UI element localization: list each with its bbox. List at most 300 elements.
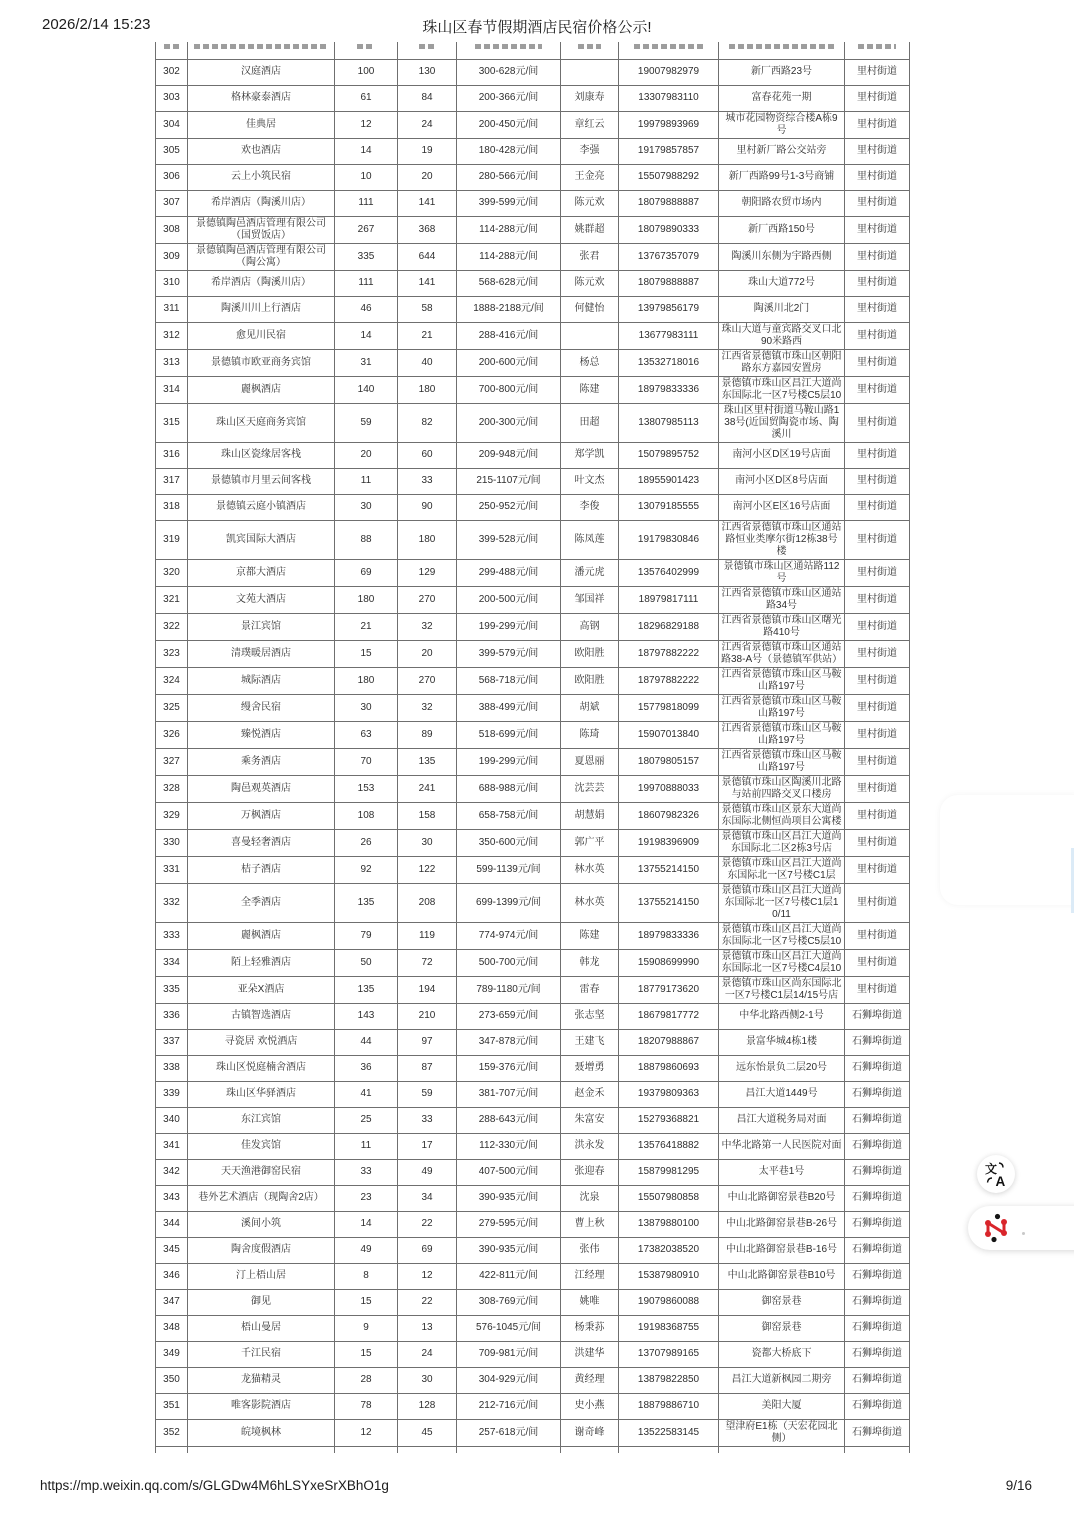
cell-rooms: 12 (335, 1419, 398, 1446)
cell-name: 东江宾馆 (188, 1107, 335, 1133)
cell-beds: 32 (398, 613, 457, 640)
cell-rooms: 9 (335, 1315, 398, 1341)
cell-contact: 雷春 (561, 976, 619, 1003)
print-footer (0, 1478, 1074, 1498)
source-url: https://mp.weixin.qq.com/s/GLGDw4M6hLSYxeSrXBhO1g (40, 1478, 389, 1493)
cell-beds: 24 (398, 1341, 457, 1367)
cell-name: 珠山区悦庭楠舍酒店 (188, 1055, 335, 1081)
cell-contact: 沈芸芸 (561, 775, 619, 802)
cell-name: 京都大酒店 (188, 559, 335, 586)
cell-contact: 章红云 (561, 111, 619, 138)
cell-phone: 18979817111 (619, 586, 719, 613)
cell-no: 303 (156, 85, 188, 111)
cell-rooms: 41 (335, 1081, 398, 1107)
cell-beds: 129 (398, 559, 457, 586)
cell-price: 199-299元/间 (457, 613, 561, 640)
cell-price: 212-716元/间 (457, 1393, 561, 1419)
cell-rooms: 26 (335, 829, 398, 856)
cell-price: 288-643元/间 (457, 1107, 561, 1133)
cell-clipped (719, 42, 845, 59)
cell-no: 326 (156, 721, 188, 748)
cell-rooms: 69 (335, 559, 398, 586)
cell-clipped (335, 1446, 398, 1453)
cell-street: 石狮埠街道 (845, 1367, 910, 1393)
cell-price: 568-628元/间 (457, 270, 561, 296)
cell-no: 302 (156, 59, 188, 85)
cell-street: 石狮埠街道 (845, 1315, 910, 1341)
cell-no: 306 (156, 164, 188, 190)
cell-rooms: 31 (335, 349, 398, 376)
cell-street: 里村街道 (845, 856, 910, 883)
cell-beds: 210 (398, 1003, 457, 1029)
cell-no: 316 (156, 442, 188, 468)
cell-street: 石狮埠街道 (845, 1107, 910, 1133)
table-row (156, 190, 910, 216)
cell-contact: 叶文杰 (561, 468, 619, 494)
table-row (156, 1211, 910, 1237)
cell-price: 709-981元/间 (457, 1341, 561, 1367)
table-row (156, 1315, 910, 1341)
cell-phone: 18079890333 (619, 216, 719, 243)
cell-name: 汀上梧山居 (188, 1263, 335, 1289)
cell-street: 里村街道 (845, 59, 910, 85)
cell-beds: 72 (398, 949, 457, 976)
cell-contact: 陈元欢 (561, 190, 619, 216)
cell-price: 599-1139元/间 (457, 856, 561, 883)
cell-rooms: 49 (335, 1237, 398, 1263)
cell-no: 321 (156, 586, 188, 613)
cell-beds: 644 (398, 243, 457, 270)
cell-contact: 陈凤莲 (561, 520, 619, 559)
cell-beds: 45 (398, 1419, 457, 1446)
cell-price: 658-758元/间 (457, 802, 561, 829)
cell-name: 珠山区瓷缘居客栈 (188, 442, 335, 468)
cell-price: 114-288元/间 (457, 243, 561, 270)
cell-phone: 19198396909 (619, 829, 719, 856)
cell-name: 景德镇市欧亚商务宾馆 (188, 349, 335, 376)
cell-street: 石狮埠街道 (845, 1211, 910, 1237)
cell-price: 199-299元/间 (457, 748, 561, 775)
table-row (156, 1185, 910, 1211)
cell-phone: 18779173620 (619, 976, 719, 1003)
cell-rooms: 21 (335, 613, 398, 640)
cell-contact: 李俊 (561, 494, 619, 520)
cell-address: 景德镇市珠山区昌江大道尚东国际北一区7号楼C5层10 (719, 376, 845, 403)
cell-contact: 江经理 (561, 1263, 619, 1289)
cell-rooms: 46 (335, 296, 398, 322)
cell-rooms: 140 (335, 376, 398, 403)
cell-no: 351 (156, 1393, 188, 1419)
cell-contact: 刘康寿 (561, 85, 619, 111)
cell-address: 景德镇市珠山区尚东国际北一区7号楼C1层14/15号店 (719, 976, 845, 1003)
cell-rooms: 28 (335, 1367, 398, 1393)
cell-beds: 122 (398, 856, 457, 883)
cell-rooms: 14 (335, 322, 398, 349)
cell-beds: 69 (398, 1237, 457, 1263)
table-row (156, 1159, 910, 1185)
cell-price: 390-935元/间 (457, 1237, 561, 1263)
cell-contact: 郭广平 (561, 829, 619, 856)
svg-text:文: 文 (985, 1162, 998, 1176)
table-row (156, 748, 910, 775)
cell-street: 里村街道 (845, 494, 910, 520)
cell-address: 御窑景巷 (719, 1289, 845, 1315)
cell-no: 345 (156, 1237, 188, 1263)
table-row (156, 1133, 910, 1159)
cell-address: 江西省景德镇市珠山区通站路34号 (719, 586, 845, 613)
cell-contact: 聂增勇 (561, 1055, 619, 1081)
cell-price: 279-595元/间 (457, 1211, 561, 1237)
cell-street: 石狮埠街道 (845, 1341, 910, 1367)
cell-contact: 陈建 (561, 376, 619, 403)
cell-price: 399-599元/间 (457, 190, 561, 216)
cell-phone: 19179830846 (619, 520, 719, 559)
cell-no: 329 (156, 802, 188, 829)
cell-beds: 141 (398, 270, 457, 296)
cell-no: 309 (156, 243, 188, 270)
cell-contact: 邹国祥 (561, 586, 619, 613)
cell-name: 景德镇云庭小镇酒店 (188, 494, 335, 520)
cell-address: 朝阳路农贸市场内 (719, 190, 845, 216)
cell-street: 里村街道 (845, 111, 910, 138)
cell-phone: 18979833336 (619, 376, 719, 403)
cell-rooms: 10 (335, 164, 398, 190)
cell-street: 里村街道 (845, 520, 910, 559)
cell-street: 里村街道 (845, 667, 910, 694)
cell-phone: 13532718016 (619, 349, 719, 376)
cell-price: 308-769元/间 (457, 1289, 561, 1315)
cell-address: 中华北路第一人民医院对面 (719, 1133, 845, 1159)
table-row (156, 520, 910, 559)
cell-rooms: 153 (335, 775, 398, 802)
cell-name: 唯客影院酒店 (188, 1393, 335, 1419)
table-row (156, 1289, 910, 1315)
cell-beds: 89 (398, 721, 457, 748)
cell-address: 江西省景德镇市珠山区马鞍山路197号 (719, 694, 845, 721)
table-row (156, 111, 910, 138)
cell-no: 332 (156, 883, 188, 922)
cell-name: 佳发宾馆 (188, 1133, 335, 1159)
cell-name: 文苑大酒店 (188, 586, 335, 613)
faded-floating-panel (940, 795, 1074, 905)
cell-rooms: 135 (335, 976, 398, 1003)
cell-price: 347-878元/间 (457, 1029, 561, 1055)
cell-phone: 19007982979 (619, 59, 719, 85)
cell-beds: 24 (398, 111, 457, 138)
cell-no: 313 (156, 349, 188, 376)
cell-phone: 18955901423 (619, 468, 719, 494)
cell-street: 石狮埠街道 (845, 1055, 910, 1081)
cell-phone: 13307983110 (619, 85, 719, 111)
cell-street: 石狮埠街道 (845, 1159, 910, 1185)
cell-price: 688-988元/间 (457, 775, 561, 802)
cell-beds: 270 (398, 586, 457, 613)
print-header (0, 16, 1074, 38)
cell-address: 江西省景德镇市珠山区马鞍山路197号 (719, 748, 845, 775)
cell-no: 330 (156, 829, 188, 856)
cell-street: 里村街道 (845, 349, 910, 376)
cell-price: 114-288元/间 (457, 216, 561, 243)
cell-address: 新厂西路150号 (719, 216, 845, 243)
cell-phone: 18879860693 (619, 1055, 719, 1081)
table-row (156, 883, 910, 922)
cell-contact: 王建飞 (561, 1029, 619, 1055)
cell-rooms: 20 (335, 442, 398, 468)
cell-phone: 15908699990 (619, 949, 719, 976)
cell-clipped (619, 1446, 719, 1453)
cell-beds: 33 (398, 468, 457, 494)
cell-contact: 谢奇峰 (561, 1419, 619, 1446)
cell-price: 280-566元/间 (457, 164, 561, 190)
cell-name: 景江宾馆 (188, 613, 335, 640)
cell-clipped (561, 1446, 619, 1453)
cell-street: 里村街道 (845, 976, 910, 1003)
cell-address: 昌江大道新枫园二期旁 (719, 1367, 845, 1393)
cell-contact: 林水英 (561, 883, 619, 922)
cell-beds: 40 (398, 349, 457, 376)
cell-price: 200-366元/间 (457, 85, 561, 111)
cell-beds: 241 (398, 775, 457, 802)
cell-beds: 84 (398, 85, 457, 111)
cell-name: 愈见川民宿 (188, 322, 335, 349)
cell-price: 304-929元/间 (457, 1367, 561, 1393)
cell-phone: 19179857857 (619, 138, 719, 164)
cell-rooms: 108 (335, 802, 398, 829)
extension-button[interactable] (968, 1206, 1074, 1250)
cell-contact: 林水英 (561, 856, 619, 883)
table-row (156, 1081, 910, 1107)
cell-clipped (156, 1446, 188, 1453)
cell-phone: 15507988292 (619, 164, 719, 190)
cell-price: 257-618元/间 (457, 1419, 561, 1446)
cell-phone: 13879880100 (619, 1211, 719, 1237)
n-graph-logo-icon (981, 1213, 1011, 1243)
cell-contact: 沈泉 (561, 1185, 619, 1211)
cell-no: 335 (156, 976, 188, 1003)
cell-name: 佳典居 (188, 111, 335, 138)
cell-beds: 180 (398, 520, 457, 559)
cell-contact: 潘元虎 (561, 559, 619, 586)
cell-phone: 18296829188 (619, 613, 719, 640)
cell-rooms: 267 (335, 216, 398, 243)
cell-price: 209-948元/间 (457, 442, 561, 468)
cell-contact: 史小燕 (561, 1393, 619, 1419)
cell-address: 中山北路御窑景巷B-16号 (719, 1237, 845, 1263)
cell-name: 陌上轻雅酒店 (188, 949, 335, 976)
cell-beds: 208 (398, 883, 457, 922)
cell-price: 215-1107元/间 (457, 468, 561, 494)
cell-clipped (845, 42, 910, 59)
cell-price: 390-935元/间 (457, 1185, 561, 1211)
cell-name: 乘务酒店 (188, 748, 335, 775)
cell-no: 346 (156, 1263, 188, 1289)
cell-address: 景德镇市珠山区陶溪川北路与站前四路交叉口楼房 (719, 775, 845, 802)
cell-beds: 90 (398, 494, 457, 520)
cell-price: 407-500元/间 (457, 1159, 561, 1185)
cell-beds: 135 (398, 748, 457, 775)
cell-contact: 张迎春 (561, 1159, 619, 1185)
cell-contact: 姚群超 (561, 216, 619, 243)
cell-address: 景富华城4栋1楼 (719, 1029, 845, 1055)
cell-price: 159-376元/间 (457, 1055, 561, 1081)
cell-name: 亚朵X酒店 (188, 976, 335, 1003)
cell-street: 石狮埠街道 (845, 1185, 910, 1211)
cell-name: 溪间小筑 (188, 1211, 335, 1237)
cell-contact: 陈元欢 (561, 270, 619, 296)
cell-name: 景德镇陶邑酒店管理有限公司（国贸饭店） (188, 216, 335, 243)
cell-price: 180-428元/间 (457, 138, 561, 164)
cell-rooms: 8 (335, 1263, 398, 1289)
cell-name: 万枫酒店 (188, 802, 335, 829)
cell-no: 323 (156, 640, 188, 667)
table-row (156, 1003, 910, 1029)
cell-beds: 30 (398, 1367, 457, 1393)
cell-contact: 曹上秋 (561, 1211, 619, 1237)
cell-street: 里村街道 (845, 296, 910, 322)
cell-address: 中华北路西侧2-1号 (719, 1003, 845, 1029)
cell-phone: 15907013840 (619, 721, 719, 748)
cell-contact: 王金亮 (561, 164, 619, 190)
clipped-row-bottom (156, 1446, 910, 1453)
cell-beds: 130 (398, 59, 457, 85)
cell-address: 昌江大道税务局对面 (719, 1107, 845, 1133)
cell-phone: 13807985113 (619, 403, 719, 442)
table-row (156, 559, 910, 586)
cell-rooms: 15 (335, 640, 398, 667)
cell-phone: 19979893969 (619, 111, 719, 138)
cell-no: 308 (156, 216, 188, 243)
cell-name: 城际酒店 (188, 667, 335, 694)
hotel-table-body (156, 59, 910, 1446)
cell-phone: 13677983111 (619, 322, 719, 349)
table-row (156, 322, 910, 349)
table-row (156, 494, 910, 520)
cell-contact: 黄经理 (561, 1367, 619, 1393)
table-row (156, 59, 910, 85)
cell-clipped (188, 1446, 335, 1453)
cell-price: 381-707元/间 (457, 1081, 561, 1107)
cell-beds: 19 (398, 138, 457, 164)
cell-rooms: 11 (335, 1133, 398, 1159)
cell-beds: 158 (398, 802, 457, 829)
cell-address: 景德镇市珠山区昌江大道尚东国际北一区7号楼C1层10/11 (719, 883, 845, 922)
table-row (156, 349, 910, 376)
cell-phone: 15079895752 (619, 442, 719, 468)
cell-address: 江西省景德镇市珠山区马鞍山路197号 (719, 667, 845, 694)
cell-no: 325 (156, 694, 188, 721)
table-row (156, 640, 910, 667)
cell-rooms: 12 (335, 111, 398, 138)
cell-rooms: 78 (335, 1393, 398, 1419)
cell-street: 里村街道 (845, 613, 910, 640)
cell-beds: 49 (398, 1159, 457, 1185)
cell-no: 328 (156, 775, 188, 802)
cell-beds: 32 (398, 694, 457, 721)
cell-street: 石狮埠街道 (845, 1133, 910, 1159)
cell-name: 御见 (188, 1289, 335, 1315)
cell-price: 200-500元/间 (457, 586, 561, 613)
cell-phone: 13755214150 (619, 883, 719, 922)
cell-name: 喜曼轻奢酒店 (188, 829, 335, 856)
table-row (156, 667, 910, 694)
table-row (156, 694, 910, 721)
cell-address: 里村新厂路公交站旁 (719, 138, 845, 164)
cell-address: 富春花苑一期 (719, 85, 845, 111)
table-row (156, 721, 910, 748)
cell-street: 里村街道 (845, 164, 910, 190)
translate-button[interactable] (977, 1155, 1015, 1193)
cell-beds: 368 (398, 216, 457, 243)
cell-rooms: 100 (335, 59, 398, 85)
cell-price: 200-450元/间 (457, 111, 561, 138)
cell-address: 中山北路御窑景巷B20号 (719, 1185, 845, 1211)
cell-address: 城市花园物资综合楼A栋9号 (719, 111, 845, 138)
cell-phone: 18207988867 (619, 1029, 719, 1055)
cell-price: 399-579元/间 (457, 640, 561, 667)
table-row (156, 1419, 910, 1446)
cell-phone: 18679817772 (619, 1003, 719, 1029)
cell-name: 皖境枫林 (188, 1419, 335, 1446)
cell-no: 318 (156, 494, 188, 520)
cell-address: 江西省景德镇市珠山区通站路38-A号（景德镇军供站） (719, 640, 845, 667)
cell-phone: 18079888887 (619, 190, 719, 216)
cell-price: 422-811元/间 (457, 1263, 561, 1289)
cell-street: 里村街道 (845, 270, 910, 296)
cell-address: 江西省景德镇市珠山区通站路恒业类摩尔街12栋38号楼 (719, 520, 845, 559)
cell-rooms: 36 (335, 1055, 398, 1081)
cell-no: 340 (156, 1107, 188, 1133)
cell-beds: 59 (398, 1081, 457, 1107)
cell-no: 320 (156, 559, 188, 586)
cell-contact: 杨总 (561, 349, 619, 376)
cell-contact: 赵金禾 (561, 1081, 619, 1107)
cell-street: 里村街道 (845, 322, 910, 349)
cell-phone: 18079888887 (619, 270, 719, 296)
cell-street: 石狮埠街道 (845, 1029, 910, 1055)
cell-address: 陶溪川北2门 (719, 296, 845, 322)
cell-street: 里村街道 (845, 802, 910, 829)
cell-rooms: 111 (335, 270, 398, 296)
cell-price: 250-952元/间 (457, 494, 561, 520)
cell-clipped (619, 42, 719, 59)
cell-phone: 15779818099 (619, 694, 719, 721)
svg-text:A: A (995, 1174, 1006, 1188)
cell-clipped (398, 42, 457, 59)
cell-rooms: 111 (335, 190, 398, 216)
cell-rooms: 30 (335, 494, 398, 520)
cell-rooms: 61 (335, 85, 398, 111)
cell-price: 789-1180元/间 (457, 976, 561, 1003)
table-row (156, 138, 910, 164)
cell-phone: 15507980858 (619, 1185, 719, 1211)
cell-contact: 欧阳胜 (561, 640, 619, 667)
cell-clipped (156, 42, 188, 59)
cell-address: 江西省景德镇市珠山区朝阳路东方嘉园安置房 (719, 349, 845, 376)
table-row (156, 296, 910, 322)
cell-rooms: 14 (335, 1211, 398, 1237)
cell-contact: 张志坚 (561, 1003, 619, 1029)
cell-street: 里村街道 (845, 190, 910, 216)
cell-name: 希岸酒店（陶溪川店） (188, 190, 335, 216)
cell-phone: 13576418882 (619, 1133, 719, 1159)
clipped-row-top (156, 42, 910, 59)
cell-street: 里村街道 (845, 243, 910, 270)
cell-rooms: 63 (335, 721, 398, 748)
cell-no: 343 (156, 1185, 188, 1211)
table-row (156, 922, 910, 949)
cell-contact: 张君 (561, 243, 619, 270)
cell-name: 麗枫酒店 (188, 376, 335, 403)
